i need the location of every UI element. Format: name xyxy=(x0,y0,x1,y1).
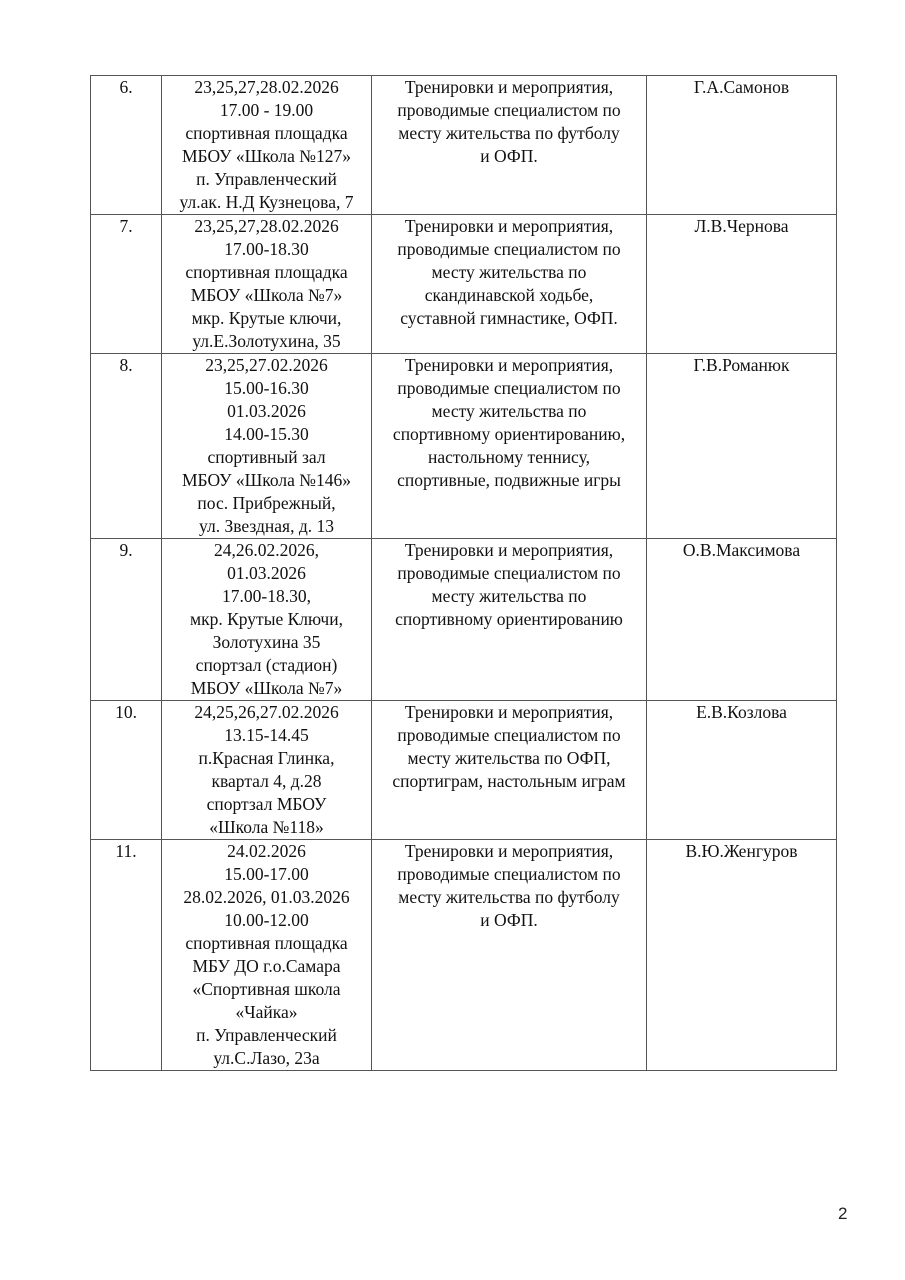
date-time-place-line: 28.02.2026, 01.03.2026 xyxy=(183,887,350,907)
date-time-place-line: 13.15-14.45 xyxy=(224,725,309,745)
activity-description-line: суставной гимнастике, ОФП. xyxy=(400,308,618,328)
date-time-place-line: Золотухина 35 xyxy=(212,632,321,652)
table-row xyxy=(91,701,837,840)
date-time-place-line: 17.00-18.30 xyxy=(224,239,309,259)
date-time-place-line: 24.02.2026 xyxy=(227,841,306,861)
activity-description-line: проводимые специалистом по xyxy=(397,725,621,745)
date-time-place-line: спортивная площадка xyxy=(185,933,348,953)
responsible-person: В.Ю.Женгуров xyxy=(647,840,837,1071)
activity-description-cell xyxy=(372,76,647,215)
date-time-place-line: 10.00-12.00 xyxy=(224,910,309,930)
date-time-place-line: спортивная площадка xyxy=(185,262,348,282)
date-time-place-line: МБОУ «Школа №7» xyxy=(190,678,343,698)
table-body xyxy=(91,76,837,1071)
activity-description-line: спортивному ориентированию xyxy=(395,609,623,629)
date-time-place-line: 17.00 - 19.00 xyxy=(219,100,314,120)
date-time-place-line: ул.ак. Н.Д Кузнецова, 7 xyxy=(179,192,354,212)
activity-description-line: проводимые специалистом по xyxy=(397,239,621,259)
activity-description-line: проводимые специалистом по xyxy=(397,563,621,583)
activity-description-line: Тренировки и мероприятия, xyxy=(404,216,614,236)
date-time-place-line: мкр. Крутые Ключи, xyxy=(190,609,343,629)
row-number: 8. xyxy=(91,354,162,539)
responsible-person: Г.В.Романюк xyxy=(647,354,837,539)
date-time-place-line: МБОУ «Школа №127» xyxy=(181,146,352,166)
activity-description-line: месту жительства по футболу xyxy=(398,887,620,907)
activity-description-line: месту жительства по xyxy=(431,401,587,421)
activity-description-line: спортивные, подвижные игры xyxy=(397,470,621,490)
date-time-place-line: спортивный зал xyxy=(207,447,326,467)
date-time-place-line: пос. Прибрежный, xyxy=(197,493,336,513)
responsible-person: Е.В.Козлова xyxy=(647,701,837,840)
date-time-place-line: «Чайка» xyxy=(235,1002,298,1022)
date-time-place-cell xyxy=(162,840,372,1071)
date-time-place-cell xyxy=(162,354,372,539)
activity-description-line: Тренировки и мероприятия, xyxy=(404,702,614,722)
date-time-place-line: «Спортивная школа xyxy=(192,979,341,999)
table-row xyxy=(91,76,837,215)
activity-description-line: настольному теннису, xyxy=(428,447,590,467)
activity-description-line: месту жительства по футболу xyxy=(398,123,620,143)
date-time-place-line: спортзал МБОУ xyxy=(206,794,327,814)
date-time-place-line: спортзал (стадион) xyxy=(195,655,338,675)
activity-description-line: Тренировки и мероприятия, xyxy=(404,355,614,375)
activity-description-cell xyxy=(372,215,647,354)
date-time-place-line: ул. Звездная, д. 13 xyxy=(199,516,334,536)
activity-description-line: спортигрaм, настольным играм xyxy=(392,771,626,791)
activity-description-line: скандинавской ходьбе, xyxy=(424,285,594,305)
activity-description-line: месту жительства по ОФП, xyxy=(407,748,611,768)
activity-description-line: Тренировки и мероприятия, xyxy=(404,77,614,97)
date-time-place-line: 15.00-16.30 xyxy=(224,378,309,398)
responsible-person: О.В.Максимова xyxy=(647,539,837,701)
activity-description-line: месту жительства по xyxy=(431,262,587,282)
date-time-place-cell xyxy=(162,215,372,354)
table-row xyxy=(91,215,837,354)
responsible-person: Г.А.Самонов xyxy=(647,76,837,215)
date-time-place-line: МБУ ДО г.о.Самара xyxy=(192,956,341,976)
date-time-place-line: спортивная площадка xyxy=(185,123,348,143)
activity-description-line: Тренировки и мероприятия, xyxy=(404,540,614,560)
date-time-place-cell xyxy=(162,701,372,840)
activity-description-cell xyxy=(372,354,647,539)
date-time-place-line: п. Управленческий xyxy=(196,1025,337,1045)
table-row xyxy=(91,354,837,539)
date-time-place-line: 01.03.2026 xyxy=(227,401,306,421)
date-time-place-line: квартал 4, д.28 xyxy=(211,771,322,791)
activity-description-cell xyxy=(372,701,647,840)
activity-description-line: и ОФП. xyxy=(480,910,538,930)
date-time-place-line: 24,26.02.2026, xyxy=(214,540,319,560)
date-time-place-line: 24,25,26,27.02.2026 xyxy=(194,702,339,722)
date-time-place-line: 23,25,27,28.02.2026 xyxy=(194,216,339,236)
responsible-person: Л.В.Чернова xyxy=(647,215,837,354)
table-row xyxy=(91,539,837,701)
date-time-place-line: 23,25,27,28.02.2026 xyxy=(194,77,339,97)
date-time-place-line: 23,25,27.02.2026 xyxy=(205,355,328,375)
date-time-place-line: 17.00-18.30, xyxy=(222,586,311,606)
date-time-place-line: МБОУ «Школа №7» xyxy=(190,285,343,305)
row-number: 9. xyxy=(91,539,162,701)
page-number: 2 xyxy=(838,1204,848,1223)
date-time-place-line: МБОУ «Школа №146» xyxy=(181,470,352,490)
activity-description-line: месту жительства по xyxy=(431,586,587,606)
table-row xyxy=(91,840,837,1071)
schedule-table xyxy=(90,75,837,1071)
activity-description-cell xyxy=(372,539,647,701)
date-time-place-line: 14.00-15.30 xyxy=(224,424,309,444)
activity-description-line: проводимые специалистом по xyxy=(397,378,621,398)
date-time-place-cell xyxy=(162,76,372,215)
date-time-place-line: ул.С.Лазо, 23а xyxy=(213,1048,320,1068)
row-number: 11. xyxy=(91,840,162,1071)
activity-description-cell xyxy=(372,840,647,1071)
date-time-place-line: 15.00-17.00 xyxy=(224,864,309,884)
activity-description-line: проводимые специалистом по xyxy=(397,864,621,884)
date-time-place-line: п. Управленческий xyxy=(196,169,337,189)
date-time-place-line: п.Красная Глинка, xyxy=(198,748,335,768)
activity-description-line: Тренировки и мероприятия, xyxy=(404,841,614,861)
row-number: 10. xyxy=(91,701,162,840)
activity-description-line: проводимые специалистом по xyxy=(397,100,621,120)
row-number: 7. xyxy=(91,215,162,354)
date-time-place-line: 01.03.2026 xyxy=(227,563,306,583)
date-time-place-line: «Школа №118» xyxy=(209,817,324,837)
activity-description-line: спортивному ориентированию, xyxy=(392,424,626,444)
date-time-place-cell xyxy=(162,539,372,701)
date-time-place-line: ул.Е.Золотухина, 35 xyxy=(192,331,341,351)
date-time-place-line: мкр. Крутые ключи, xyxy=(191,308,342,328)
row-number: 6. xyxy=(91,76,162,215)
activity-description-line: и ОФП. xyxy=(480,146,538,166)
